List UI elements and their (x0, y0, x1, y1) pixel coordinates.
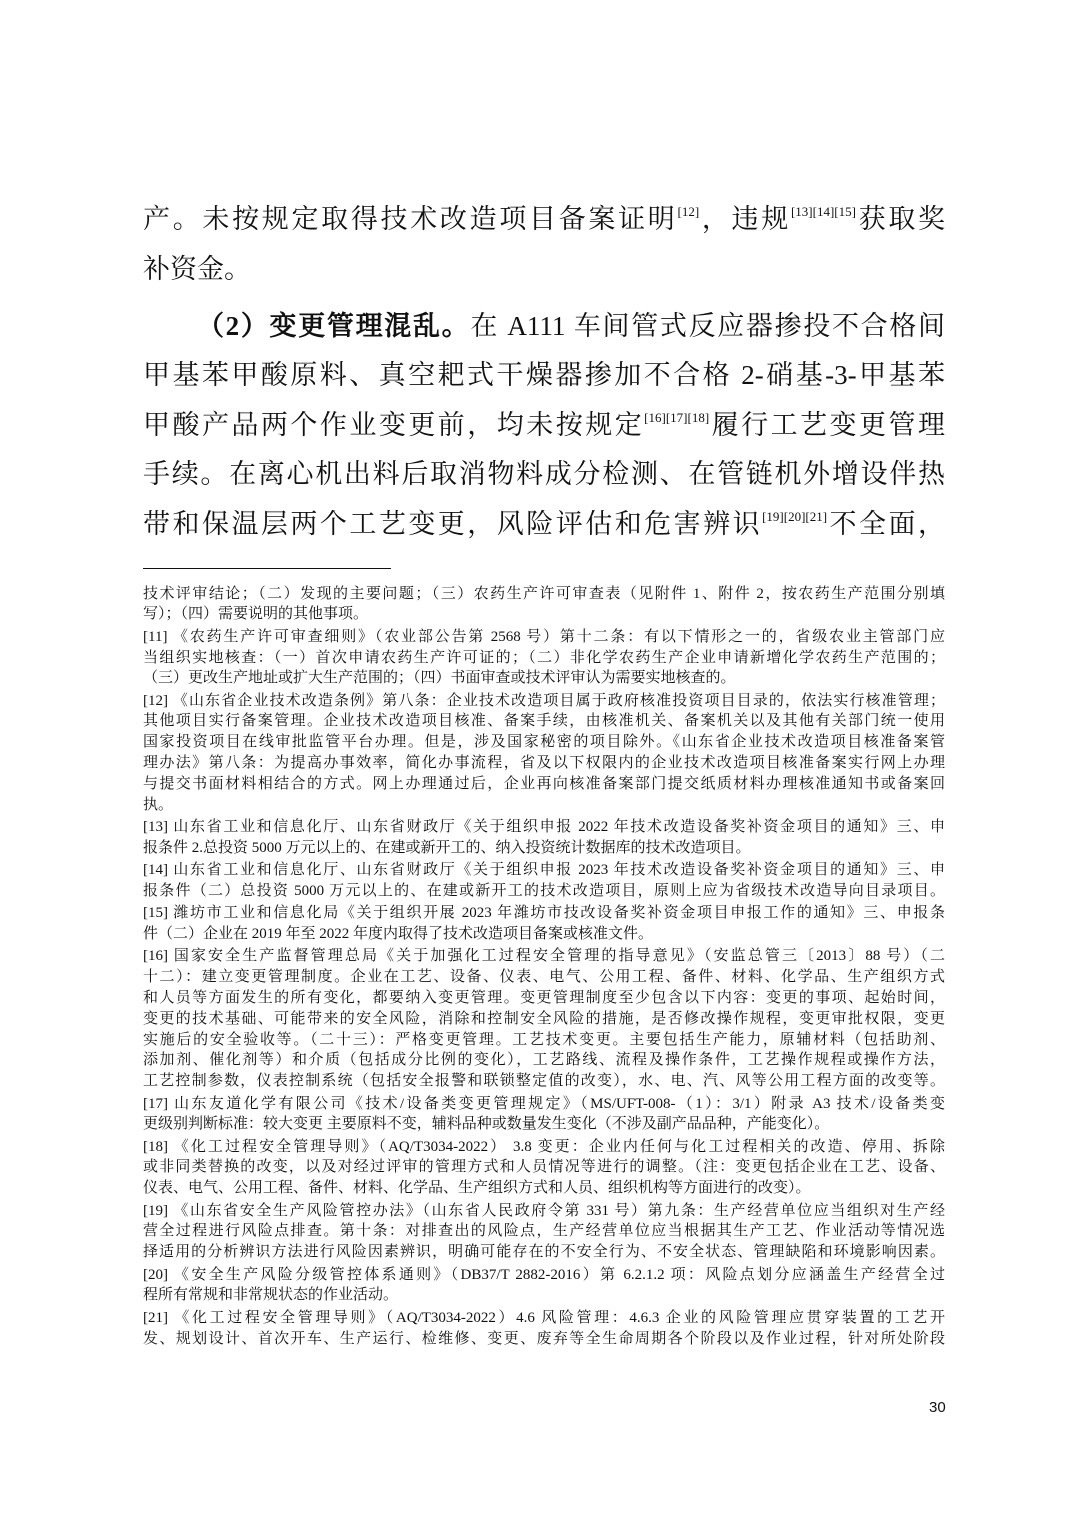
footnote-line: 与提交书面材料相结合的方式。网上办理通过后，企业再向核准备案部门提交纸质材料办理核准通知书或备案回 (143, 775, 945, 792)
main-body-text (143, 195, 945, 549)
footnote-line: [18] 《化工过程安全管理导则》（AQ/T3034-2022） 3.8 变更：企业内任何与化工过程相关的改造、停用、拆除 (143, 1138, 945, 1155)
footnote-line: （三）更改生产地址或扩大生产范围的；（四）书面审查或技术评审认为需要实地核查的。 (143, 670, 736, 687)
footnote-line: 执。 (143, 796, 174, 813)
footnote-line: [20] 《安全生产风险分级管控体系通则》（DB37/T 2882-2016）第 6.2.1.2 项：风险点划分应涵盖生产经营全过 (143, 1266, 945, 1283)
citation-superscript: [12] (677, 204, 700, 219)
body-text-segment: 获取奖 (855, 204, 946, 234)
footnote-line: 和人员等方面发生的所有变化，都要纳入变更管理。变更管理制度至少包含以下内容：变更的事项、起始时间， (143, 990, 945, 1007)
footnote-line: 写）；（四）需要说明的其他事项。 (143, 606, 369, 623)
footnote-line: 仪表、电气、公用工程、备件、材料、化学品、生产组织方式和人员、组织机构等方面进行的改变）。 (143, 1180, 811, 1197)
footnote-line: 国家投资项目在线审批监管平台办理。但是，涉及国家秘密的项目除外。《山东省企业技术改造项目核准备案管 (143, 734, 945, 751)
body-text-segment: 不全面， (827, 508, 946, 539)
body-paragraph (143, 195, 945, 294)
footnote-line: 件（二）企业在 2019 年至 2022 年度内取得了技术改造项目备案或核准文件。 (143, 926, 654, 943)
body-text-segment: 带和保温层两个工艺变更，风险评估和危害辨识 (143, 508, 763, 539)
footnote-line: 营全过程进行风险点排查。第十条：对排查出的风险点，生产经营单位应当根据其生产工艺、作业活动等情况选 (143, 1223, 945, 1240)
footnote-line: 其他项目实行备案管理。企业技术改造项目核准、备案手续，由核准机关、备案机关以及其他有关部门统一使用 (143, 713, 945, 730)
footnotes (143, 584, 945, 1350)
body-text-segment: ，违规 (699, 204, 791, 234)
footnote-line: 当组织实地核查：（一）首次申请农药生产许可证的；（二）非化学农药生产企业申请新增化学农药生产范围的； (143, 649, 945, 666)
citation-superscript: [13][14][15] (790, 204, 856, 219)
footnote-line: 发、规划设计、首次开车、生产运行、检维修、变更、废弃等全生命周期各个阶段以及作业过程，针对所处阶段 (143, 1330, 945, 1347)
footnote-entry (143, 860, 945, 902)
footnote-line: 理办法》第八条：为提高办事效率，简化办事流程，省及以下权限内的企业技术改造项目核准备案实行网上办理 (143, 755, 945, 772)
footnote-line: [21] 《化工过程安全管理导则》（AQ/T3034-2022）4.6 风险管理：4.6.3 企业的风险管理应贯穿装置的工艺开 (143, 1309, 945, 1326)
body-line (143, 195, 945, 245)
section-heading: （2）变更管理混乱。 (197, 310, 471, 341)
body-line: 手续。在离心机出料后取消物料成分检测、在管链机外增设伴热 (143, 459, 945, 489)
footnote-entry (143, 1094, 945, 1136)
footnote-entry (143, 903, 945, 945)
footnote-line: [12] 《山东省企业技术改造条例》第八条：企业技术改造项目属于政府核准投资项目目录的，依法实行核准管理； (143, 692, 945, 709)
footnote-entry (143, 1137, 945, 1199)
footnote-line: 报条件 2.总投资 5000 万元以上的、在建或新开工的、纳入投资统计数据库的技术改造项目。 (143, 839, 751, 856)
footnote-line: 十二）：建立变更管理制度。企业在工艺、设备、仪表、电气、公用工程、备件、材料、化学品、生产组织方式 (143, 969, 945, 986)
footnote-entry (143, 1201, 945, 1263)
page-number: 30 (929, 1399, 946, 1416)
body-text-segment: 在 A111 车间管式反应器掺投不合格间 (470, 310, 946, 341)
footnote-line: [11] 《农药生产许可审查细则》（农业部公告第 2568 号）第十二条：有以下情形之一的，省级农业主管部门应 (143, 628, 945, 645)
footnote-entry (143, 1265, 945, 1307)
footnote-line: 择适用的分析辨识方法进行风险因素辨识，明确可能存在的不安全行为、不安全状态、管理缺陷和环境影响因素。 (143, 1244, 945, 1261)
footnote-entry (143, 1308, 945, 1350)
footnote-line: 技术评审结论；（二）发现的主要问题；（三）农药生产许可审查表（见附件 1、附件 2，按农药生产范围分别填 (143, 585, 945, 602)
footnote-entry (143, 946, 945, 1092)
body-line (143, 302, 945, 352)
citation-superscript: [19][20][21] (762, 508, 828, 524)
body-paragraph (143, 302, 945, 550)
footnote-line: 程所有常规和非常规状态的作业活动。 (143, 1287, 399, 1304)
body-text-segment: 履行工艺变更管理 (709, 409, 946, 440)
body-line (143, 401, 945, 451)
footnote-entry (143, 817, 945, 859)
footnote-line: [19] 《山东省安全生产风险管控办法》（山东省人民政府令第 331 号）第九条：生产经营单位应当组织对生产经 (143, 1202, 945, 1219)
body-text-segment: 甲酸产品两个作业变更前，均未按规定 (143, 409, 645, 440)
footnote-entry (143, 584, 945, 626)
footnote-entry (143, 691, 945, 816)
footnote-entry (143, 627, 945, 689)
body-text-segment: 产。未按规定取得技术改造项目备案证明 (143, 204, 678, 234)
footnote-separator (143, 568, 391, 569)
footnote-line: 工艺控制参数，仪表控制系统（包括安全报警和联锁整定值的改变），水、电、汽、风等公用工程方面的改变等。 (143, 1073, 945, 1090)
body-line: 补资金。 (143, 253, 251, 284)
body-line (143, 500, 945, 550)
footnote-line: [17] 山东友道化学有限公司《技术/设备类变更管理规定》（MS/UFT-008-（1）：3/1）附录 A3 技术/设备类变 (143, 1095, 945, 1112)
citation-superscript: [16][17][18] (644, 409, 710, 425)
footnote-line: 实施后的安全验收等。（二十三）：严格变更管理。工艺技术变更。主要包括生产能力，原辅材料（包括助剂、 (143, 1031, 945, 1048)
body-line: 甲基苯甲酸原料、真空耙式干燥器掺加不合格 2-硝基-3-甲基苯 (143, 360, 945, 390)
footnote-line: [13] 山东省工业和信息化厅、山东省财政厅《关于组织申报 2022 年技术改造设备奖补资金项目的通知》三、申 (143, 819, 945, 835)
footnote-line: 变更的技术基础、可能带来的安全风险，消除和控制安全风险的措施，是否修改操作规程，变更审批权限，变更 (143, 1010, 945, 1027)
footnote-line: 或非同类替换的改变，以及对经过评审的管理方式和人员情况等进行的调整。（注：变更包括企业在工艺、设备、 (143, 1159, 945, 1176)
footnote-line: 更级别判断标准：较大变更 主要原料不变，辅料品种或数量发生变化（不涉及副产品品种，产能变化）。 (143, 1116, 830, 1133)
footnote-line: [14] 山东省工业和信息化厅、山东省财政厅《关于组织申报 2023 年技术改造设备奖补资金项目的通知》三、申 (143, 862, 945, 879)
footnote-line: 添加剂、催化剂等）和介质（包括成分比例的变化），工艺路线、流程及操作条件，工艺操作规程或操作方法， (143, 1052, 945, 1069)
footnote-line: [16] 国家安全生产监督管理总局《关于加强化工过程安全管理的指导意见》（安监总管三〔2013〕88 号）（二 (143, 948, 945, 965)
footnote-line: 报条件（二）总投资 5000 万元以上的、在建或新开工的技术改造项目，原则上应为省级技术改造导向目录项目。 (143, 882, 945, 899)
footnote-line: [15] 潍坊市工业和信息化局《关于组织开展 2023 年潍坊市技改设备奖补资金项目申报工作的通知》三、申报条 (143, 905, 945, 922)
